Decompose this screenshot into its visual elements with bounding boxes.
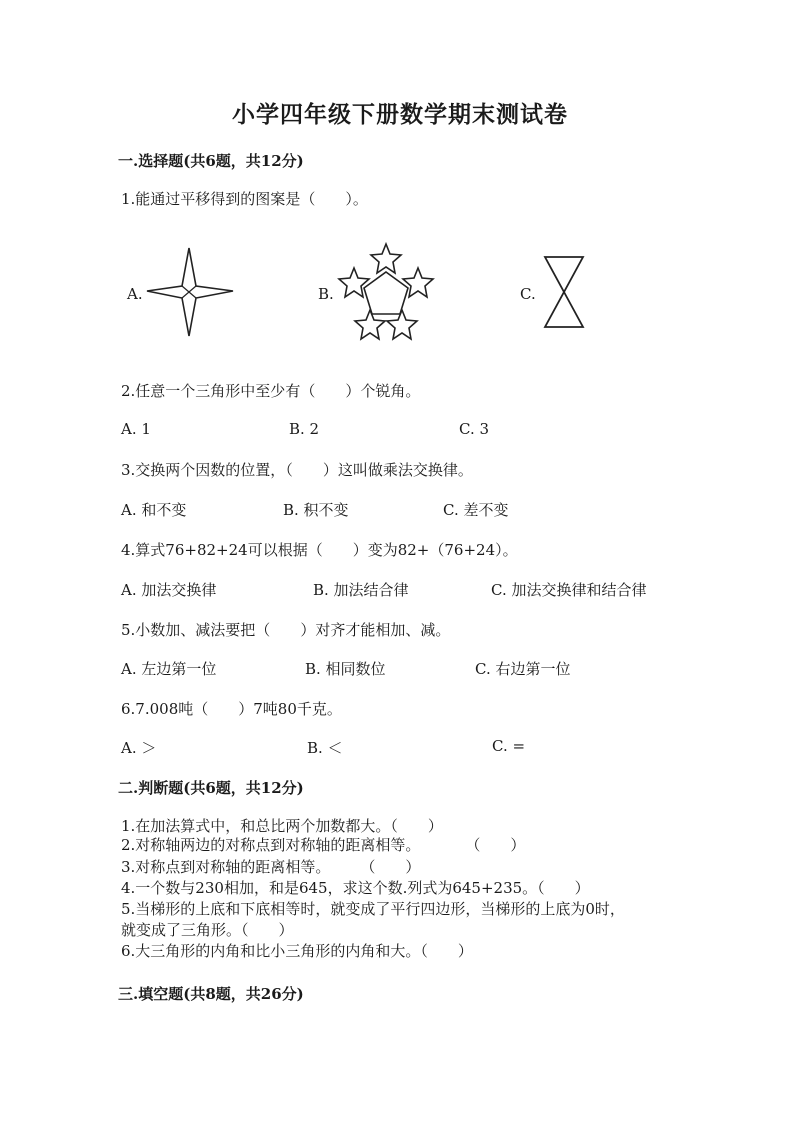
- stars-pentagon-figure: [336, 240, 436, 340]
- option-5b: B. 相同数位: [305, 660, 386, 678]
- option-1a-label: A.: [127, 285, 143, 303]
- question-3: 3.交换两个因数的位置，（ ）这叫做乘法交换律。: [121, 461, 473, 479]
- option-4c: C. 加法交换律和结合律: [491, 581, 647, 599]
- option-4b: B. 加法结合律: [313, 581, 409, 599]
- hourglass-figure: [543, 255, 585, 329]
- option-3c: C. 差不变: [443, 501, 509, 519]
- judge-item-2: 2.对称轴两边的对称点到对称轴的距离相等。 （ ）: [121, 836, 526, 854]
- option-6b: B. ＜: [307, 739, 343, 757]
- option-6c: C. =: [492, 737, 526, 755]
- section-heading-fill: 三.填空题(共8题，共26分): [118, 985, 304, 1003]
- judge-item-1: 1.在加法算式中，和总比两个加数都大。（ ）: [121, 817, 443, 835]
- judge-item-5: 5.当梯形的上底和下底相等时，就变成了平行四边形，当梯形的上底为0时，: [121, 900, 625, 918]
- question-6: 6.7.008吨（ ）7吨80千克。: [121, 700, 342, 718]
- page-title: 小学四年级下册数学期末测试卷: [232, 101, 568, 128]
- option-4a: A. 加法交换律: [121, 581, 217, 599]
- judge-item-3: 3.对称点到对称轴的距离相等。 （ ）: [121, 858, 421, 876]
- four-point-star-figure: [145, 246, 235, 338]
- option-2c: C. 3: [459, 420, 490, 438]
- question-2: 2.任意一个三角形中至少有（ ）个锐角。: [121, 382, 421, 400]
- option-2a: A. 1: [121, 420, 151, 438]
- section-heading-judge: 二.判断题(共6题，共12分): [118, 779, 304, 797]
- option-5c: C. 右边第一位: [475, 660, 571, 678]
- judge-item-5-cont: 就变成了三角形。（ ）: [121, 921, 294, 939]
- judge-item-6: 6.大三角形的内角和比小三角形的内角和大。（ ）: [121, 942, 473, 960]
- option-6a: A. ＞: [121, 739, 157, 757]
- section-heading-choice: 一.选择题(共6题，共12分): [118, 152, 304, 170]
- option-5a: A. 左边第一位: [121, 660, 217, 678]
- question-5: 5.小数加、减法要把（ ）对齐才能相加、减。: [121, 621, 451, 639]
- option-2b: B. 2: [289, 420, 320, 438]
- option-3b: B. 积不变: [283, 501, 349, 519]
- option-1c-label: C.: [520, 285, 536, 303]
- judge-item-4: 4.一个数与230相加，和是645，求这个数.列式为645+235。（ ）: [121, 879, 590, 897]
- question-1: 1.能通过平移得到的图案是（ ）。: [121, 190, 368, 208]
- question-4: 4.算式76+82+24可以根据（ ）变为82+（76+24）。: [121, 541, 518, 559]
- option-1b-label: B.: [318, 285, 334, 303]
- option-3a: A. 和不变: [121, 501, 187, 519]
